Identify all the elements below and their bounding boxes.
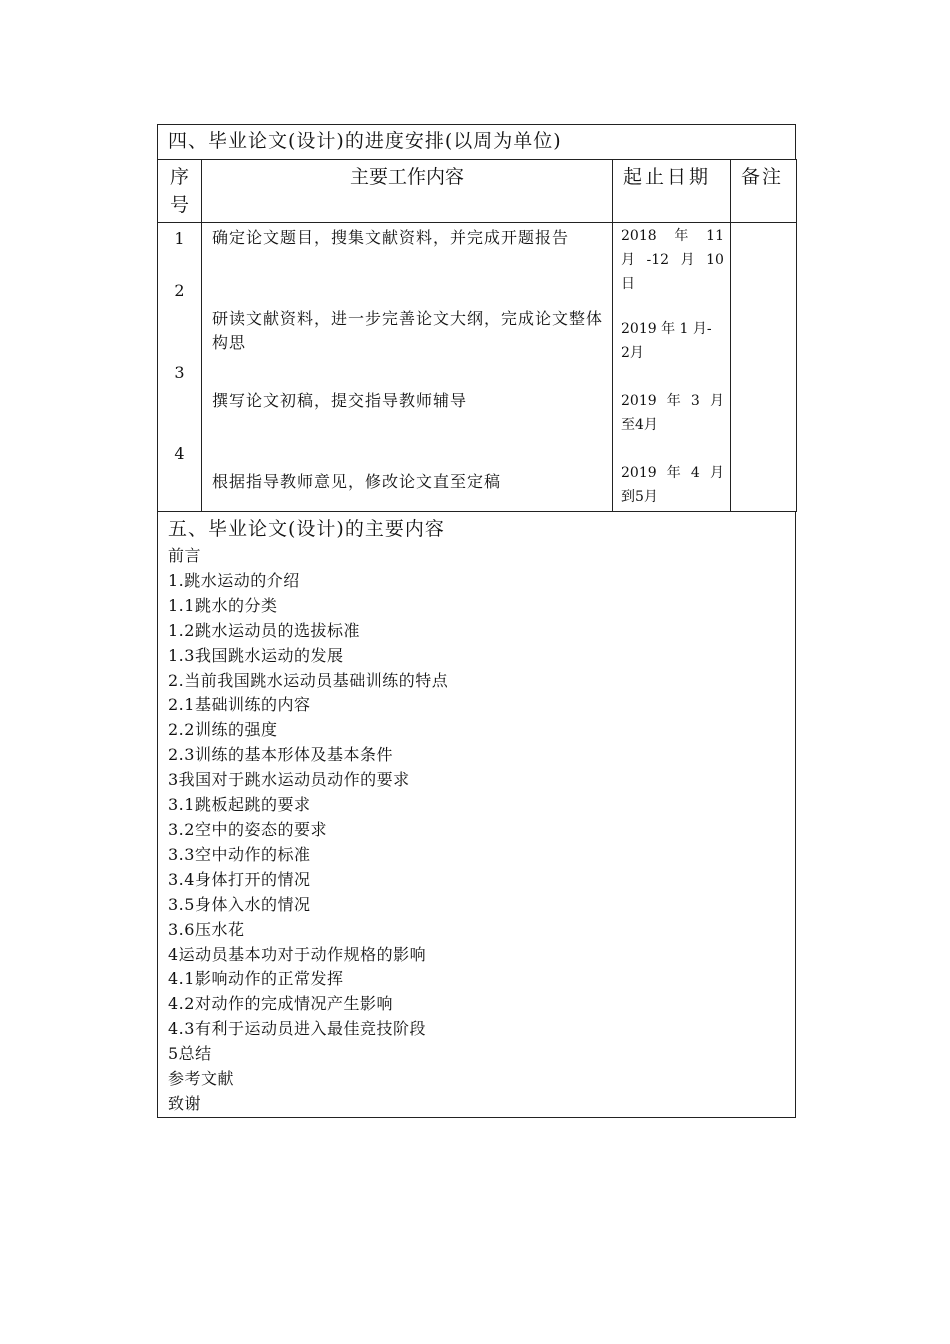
outline-item: 1.2跳水运动员的选拔标准 <box>168 620 360 640</box>
outline-item: 3.2空中的姿态的要求 <box>168 819 327 839</box>
row-4-date-line2: 到5月 <box>621 489 658 505</box>
header-date: 起止日期 <box>613 160 731 223</box>
row-1-date-day: 10 <box>706 252 724 268</box>
row-3-date-month: 3 <box>690 393 700 409</box>
document-page <box>157 124 796 1118</box>
row-3-date-year: 2019 <box>621 393 657 409</box>
row-1-date-month: 11 <box>706 228 724 244</box>
work-cell <box>202 223 613 512</box>
section5-box <box>157 512 796 1118</box>
outline-item: 致谢 <box>168 1093 202 1113</box>
row-4-num: 4 <box>174 444 185 463</box>
row-1-date-ri: 日 <box>621 276 635 292</box>
outline-item: 2.1基础训练的内容 <box>168 695 311 715</box>
note-cell <box>731 223 797 512</box>
section5-title: 五、毕业论文(设计)的主要内容 <box>168 518 445 540</box>
row-3-date-nian: 年 <box>666 393 681 409</box>
outline-item: 4.1影响动作的正常发挥 <box>168 969 344 989</box>
row-1-work: 确定论文题目，搜集文献资料，并完成开题报告 <box>212 228 570 247</box>
outline-item: 3.1跳板起跳的要求 <box>168 795 311 815</box>
outline-item: 5总结 <box>168 1044 212 1064</box>
outline-list <box>168 544 795 1117</box>
row-4-date <box>621 461 724 509</box>
row-2-date-line1: 2019 年 1 月- <box>621 321 712 337</box>
row-4-date-year: 2019 <box>621 465 657 481</box>
schedule-body-row <box>158 223 797 512</box>
row-1-date <box>621 224 724 296</box>
outline-item: 3.4身体打开的情况 <box>168 869 311 889</box>
outline-item: 1.1跳水的分类 <box>168 595 278 615</box>
outline-item: 2.当前我国跳水运动员基础训练的特点 <box>168 670 449 690</box>
row-4-date-yue: 月 <box>709 465 724 481</box>
row-1-date-yue2: 月 <box>680 252 695 268</box>
outline-item: 4.2对动作的完成情况产生影响 <box>168 994 393 1014</box>
row-4-work: 根据指导教师意见，修改论文直至定稿 <box>212 472 502 491</box>
section4-title: 四、毕业论文(设计)的进度安排(以周为单位) <box>157 124 796 159</box>
header-note: 备注 <box>731 160 797 223</box>
date-cell <box>613 223 731 512</box>
row-1-date-month2: -12 <box>646 252 670 268</box>
row-4-date-month: 4 <box>690 465 700 481</box>
schedule-table <box>157 159 797 512</box>
row-1-date-year: 2018 <box>621 228 657 244</box>
row-3-date <box>621 389 724 437</box>
outline-item: 1.跳水运动的介绍 <box>168 570 300 590</box>
outline-item: 2.2训练的强度 <box>168 720 278 740</box>
row-3-work: 撰写论文初稿，提交指导教师辅导 <box>212 391 468 410</box>
row-3-date-line2: 至4月 <box>621 417 658 433</box>
row-1-date-yue: 月 <box>621 252 635 268</box>
row-1-num: 1 <box>174 229 185 248</box>
row-2-num: 2 <box>174 281 185 300</box>
row-2-date <box>621 317 724 365</box>
row-2-date-line2: 2月 <box>621 345 644 361</box>
header-num <box>158 160 202 223</box>
outline-item: 3.5身体入水的情况 <box>168 894 311 914</box>
outline-item: 1.3我国跳水运动的发展 <box>168 645 344 665</box>
outline-item: 4运动员基本功对于动作规格的影响 <box>168 944 427 964</box>
schedule-header-row <box>158 160 797 223</box>
row-4-date-nian: 年 <box>666 465 681 481</box>
outline-item: 2.3训练的基本形体及基本条件 <box>168 745 393 765</box>
num-cell <box>158 223 202 512</box>
row-3-date-yue: 月 <box>709 393 724 409</box>
header-num-line2: 号 <box>169 194 189 216</box>
header-num-line1: 序 <box>169 166 189 188</box>
outline-item: 3我国对于跳水运动员动作的要求 <box>168 770 410 790</box>
outline-item: 4.3有利于运动员进入最佳竞技阶段 <box>168 1019 426 1039</box>
row-3-num: 3 <box>174 363 185 382</box>
row-1-date-nian: 年 <box>674 228 689 244</box>
row-2-work: 研读文献资料，进一步完善论文大纲，完成论文整体构思 <box>212 309 604 352</box>
outline-item: 前言 <box>168 546 202 565</box>
header-work: 主要工作内容 <box>202 160 613 223</box>
outline-item: 参考文献 <box>168 1069 235 1089</box>
outline-item: 3.6压水花 <box>168 919 245 939</box>
outline-item: 3.3空中动作的标准 <box>168 844 311 864</box>
